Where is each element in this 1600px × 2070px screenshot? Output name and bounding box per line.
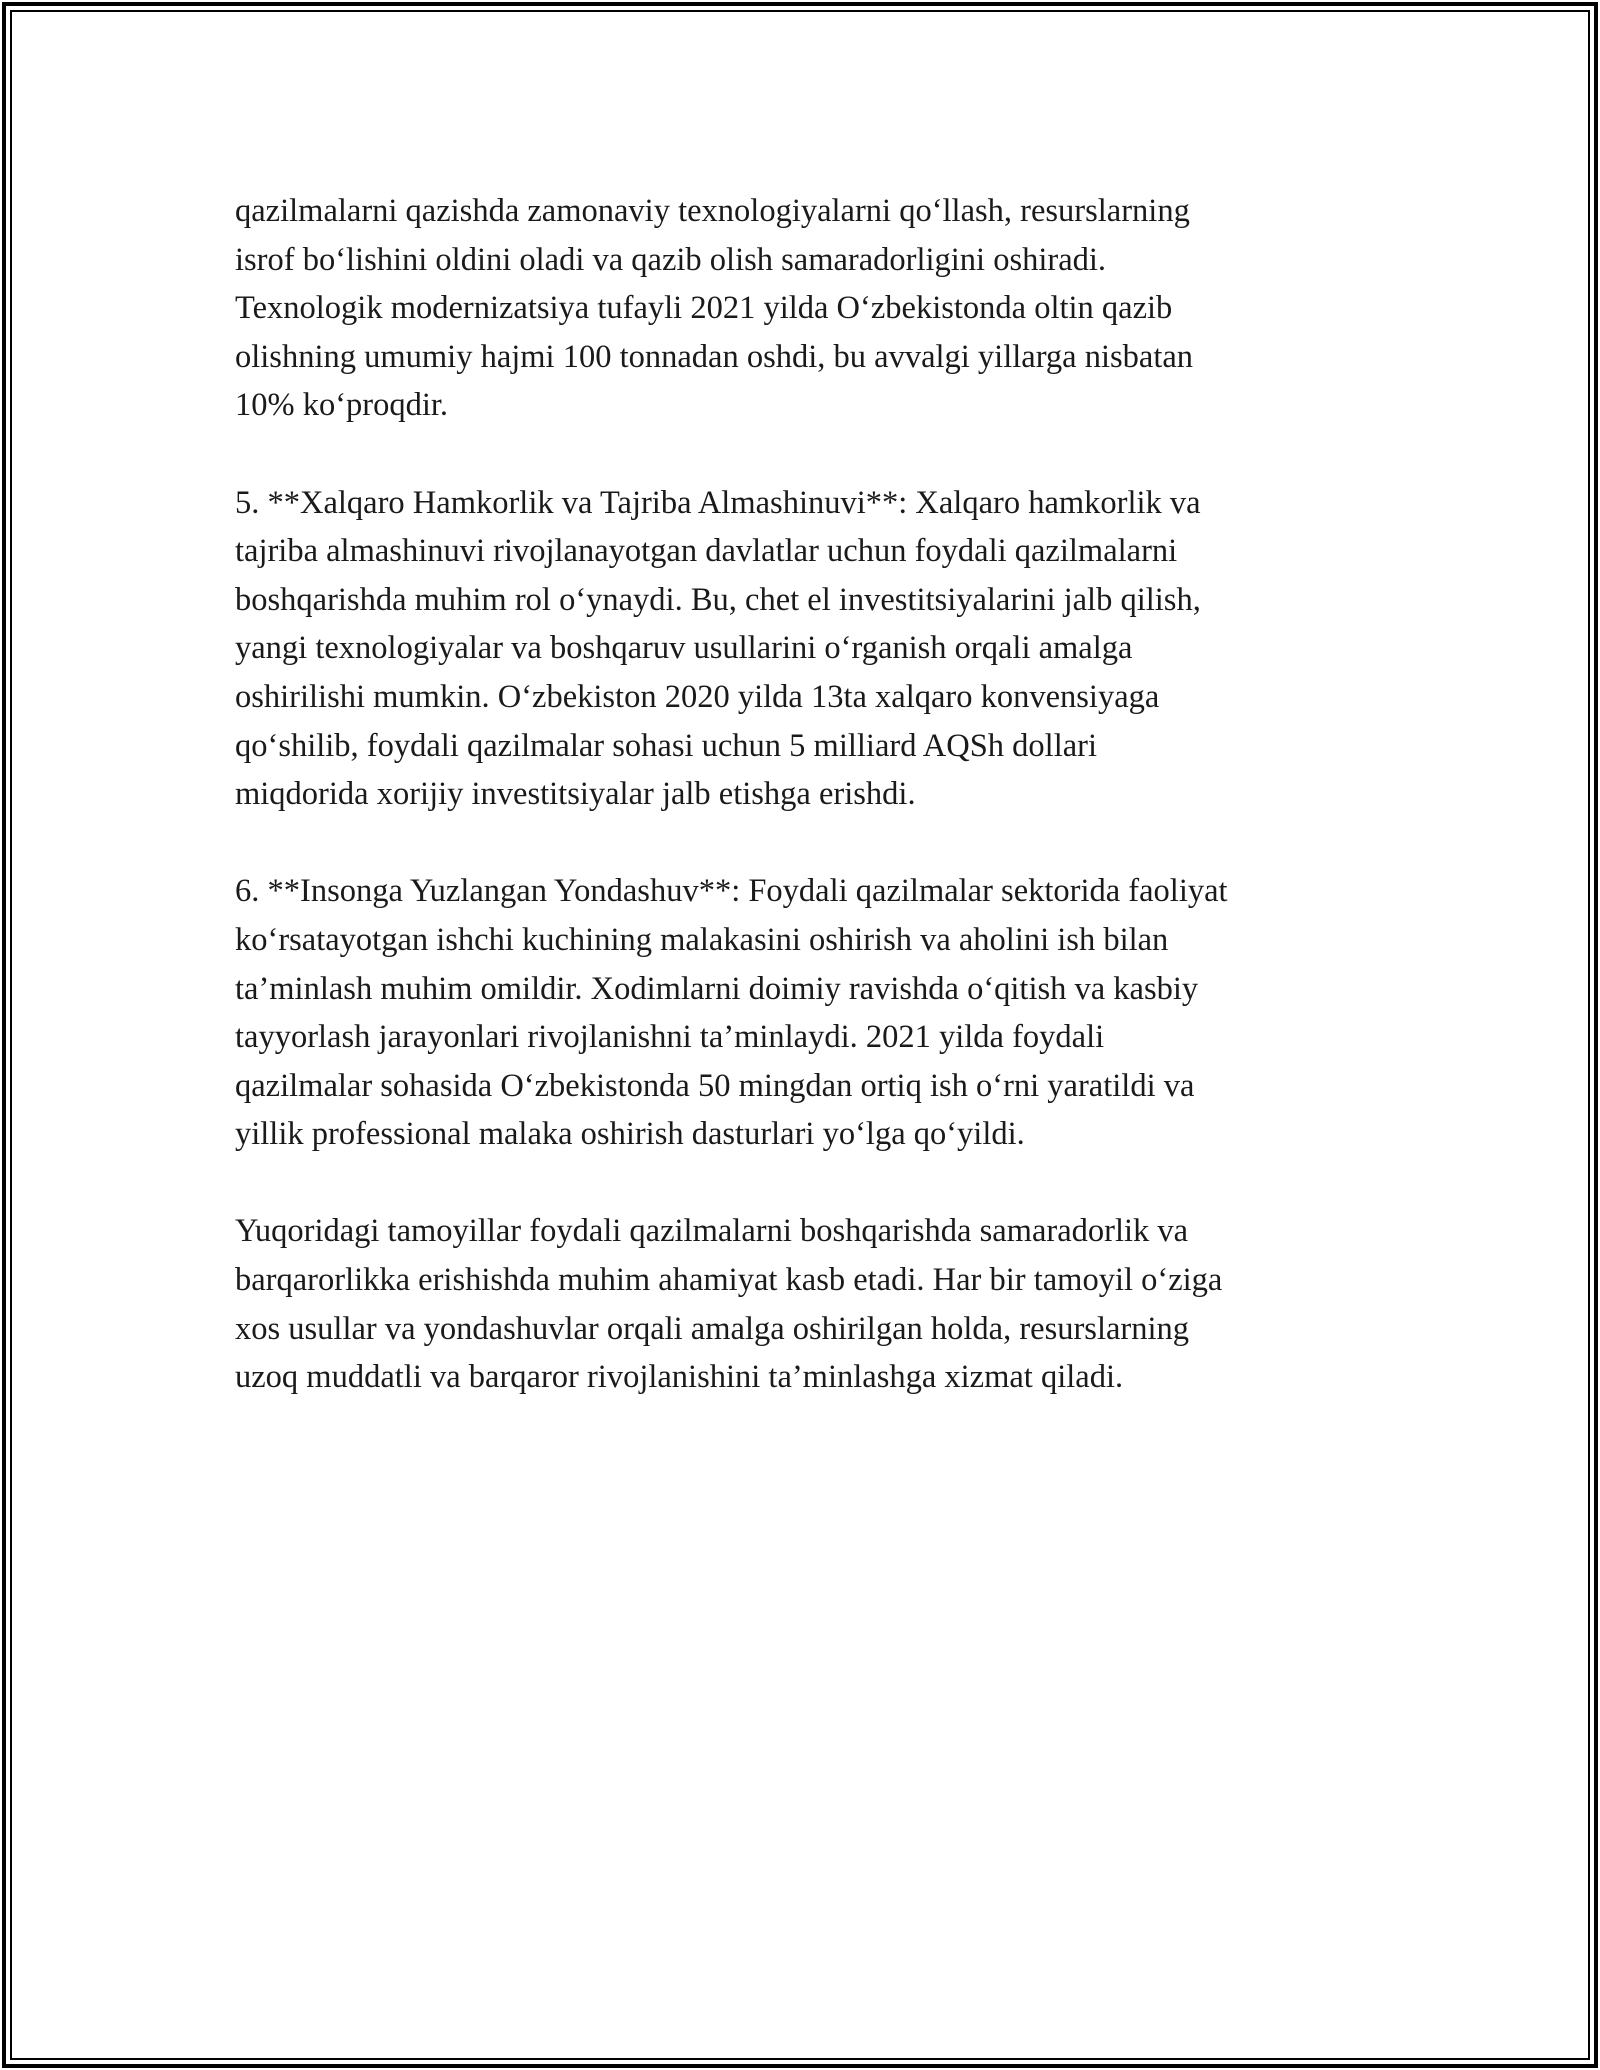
text-line: isrof bo‘lishini oldini oladi va qazib olish samaradorligini oshiradi. xyxy=(235,241,1107,278)
text-line: tayyorlash jarayonlari rivojlanishni ta’minlaydi. 2021 yilda foydali xyxy=(235,1019,1105,1056)
text-line: yillik professional malaka oshirish dasturlari yo‘lga qo‘yildi. xyxy=(235,1116,1025,1153)
text-line: qazilmalar sohasida O‘zbekistonda 50 mingdan ortiq ish o‘rni yaratildi va xyxy=(235,1067,1195,1104)
text-line: uzoq muddatli va barqaror rivojlanishini ta’minlashga xizmat qiladi. xyxy=(235,1359,1124,1396)
paragraph-conclusion xyxy=(235,1207,1395,1401)
paragraph-continuation xyxy=(235,187,1395,430)
text-line: qazilmalarni qazishda zamonaviy texnologiyalarni qo‘llash, resurslarning xyxy=(235,193,1190,229)
text-line: ta’minlash muhim omildir. Xodimlarni doimiy ravishda o‘qitish va kasbiy xyxy=(235,970,1199,1007)
text-line: oshirilishi mumkin. O‘zbekiston 2020 yilda 13ta xalqaro konvensiyaga xyxy=(235,678,1160,715)
text-line: Yuqoridagi tamoyillar foydali qazilmalarni boshqarishda samaradorlik va xyxy=(235,1213,1189,1250)
text-line: tajriba almashinuvi rivojlanayotgan davlatlar uchun foydali qazilmalarni xyxy=(235,533,1178,570)
text-line: ko‘rsatayotgan ishchi kuchining malakasini oshirish va aholini ish bilan xyxy=(235,921,1169,958)
text-line: 5. **Xalqaro Hamkorlik va Tajriba Almashinuvi**: Xalqaro hamkorlik va xyxy=(235,484,1201,521)
text-line: yangi texnologiyalar va boshqaruv usullarini o‘rganish orqali amalga xyxy=(235,630,1133,667)
text-line: boshqarishda muhim rol o‘ynaydi. Bu, chet el investitsiyalarini jalb qilish, xyxy=(235,581,1201,618)
text-line: barqarorlikka erishishda muhim ahamiyat kasb etadi. Har bir tamoyil o‘ziga xyxy=(235,1262,1223,1299)
text-line: 10% ko‘proqdir. xyxy=(235,387,449,424)
text-line: miqdorida xorijiy investitsiyalar jalb etishga erishdi. xyxy=(235,776,916,813)
text-line: Texnologik modernizatsiya tufayli 2021 yilda O‘zbekistonda oltin qazib xyxy=(235,290,1173,327)
text-line: qo‘shilib, foydali qazilmalar sohasi uchun 5 milliard AQSh dollari xyxy=(235,727,1098,764)
text-line: xos usullar va yondashuvlar orqali amalga oshirilgan holda, resurslarning xyxy=(235,1310,1190,1347)
paragraph-item-5 xyxy=(235,479,1395,819)
text-line: 6. **Insonga Yuzlangan Yondashuv**: Foydali qazilmalar sektorida faoliyat xyxy=(235,873,1228,910)
document-body xyxy=(235,187,1395,1450)
text-line: olishning umumiy hajmi 100 tonnadan oshdi, bu avvalgi yillarga nisbatan xyxy=(235,338,1194,375)
paragraph-item-6 xyxy=(235,867,1395,1159)
